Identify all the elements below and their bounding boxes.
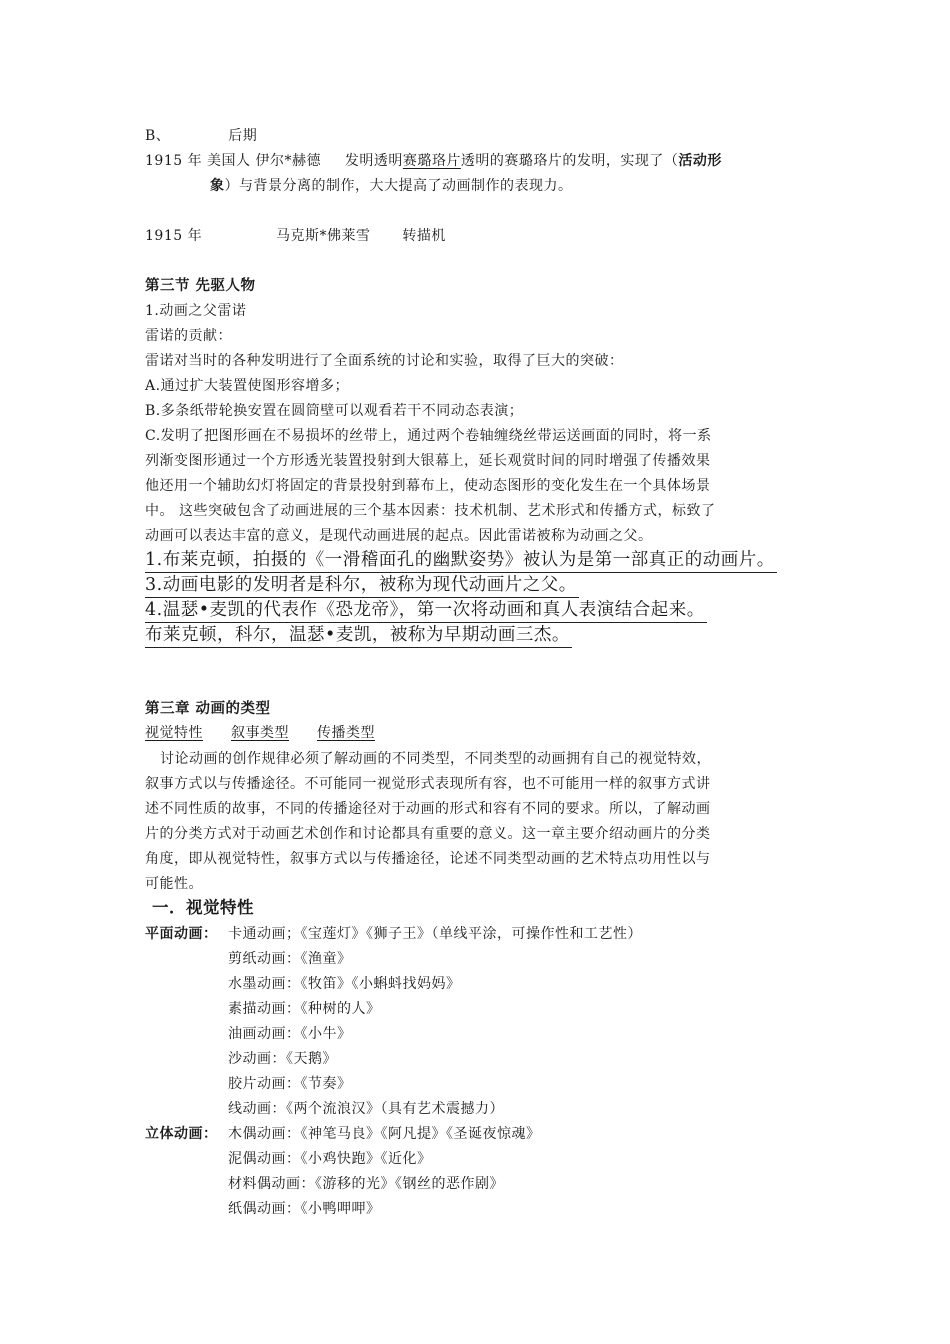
solid-item: 泥偶动画：《小鸡快跑》《近化》	[228, 1151, 432, 1167]
section3-sub1: 1.动画之父雷诺	[145, 303, 247, 319]
flat-item: 线动画：《两个流浪汉》（具有艺术震撼力）	[228, 1101, 504, 1117]
event2-line	[145, 226, 446, 246]
event1-line2	[210, 176, 573, 196]
chapter3-p3: 述不同性质的故事，不同的传播途径对于动画的形式和容有不同的要求。所以，了解动画	[145, 801, 711, 817]
chapter3-p5: 角度，即从视觉特性，叙事方式以与传播途径，论述不同类型动画的艺术特点功用性以与	[145, 851, 711, 867]
chapter3-heading: 第三章 动画的类型	[145, 700, 271, 717]
section3-b: B.多条纸带轮换安置在圆筒壁可以观看若干不同动态表演；	[145, 403, 524, 419]
section3-c4: 中。 这些突破包含了动画进展的三个基本因素：技术机制、艺术形式和传播方式，标致了	[145, 503, 716, 519]
section3-c5: 动画可以表达丰富的意义，是现代动画进展的起点。因此雷诺被称为动画之父。	[145, 528, 653, 544]
section3-c2: 列渐变图形通过一个方形透光装置投射到大银幕上，延长观赏时间的同时增强了传播效果	[145, 453, 711, 469]
pioneer-statement-3: 4.温瑟•麦凯的代表作《恐龙帝》，第一次将动画和真人表演结合起来。	[145, 598, 707, 623]
solid-animation-label: 立体动画：	[145, 1126, 218, 1142]
section3-c1: C.发明了把图形画在不易损坏的丝带上，通过两个卷轴缠绕丝带运送画面的同时，将一系	[145, 428, 712, 444]
flat-item: 卡通动画；《宝莲灯》《狮子王》（单线平涂，可操作性和工艺性）	[228, 926, 642, 942]
event1-bold1: 活动形	[678, 153, 722, 169]
section3-sub2: 雷诺的贡献：	[145, 328, 232, 344]
period-line	[145, 126, 257, 146]
chapter3-p2: 叙事方式以与传播途径。不可能同一视觉形式表现所有容，也不可能用一样的叙事方式讲	[145, 776, 711, 792]
flat-animation-label: 平面动画：	[145, 926, 218, 942]
visual-features-heading: 一．视觉特性	[152, 898, 254, 917]
section3-heading: 第三节 先驱人物	[145, 277, 256, 294]
section3-a: A.通过扩大装置使图形容增多；	[145, 378, 350, 394]
event1-pre: 发明透明	[344, 153, 403, 169]
pioneer-statement-1: 1.布莱克顿，拍摄的《一滑稽面孔的幽默姿势》被认为是第一部真正的动画片。	[145, 548, 777, 573]
period-marker: B、	[145, 128, 171, 144]
flat-item: 素描动画：《种树的人》	[228, 1001, 381, 1017]
flat-item: 油画动画：《小牛》	[228, 1026, 352, 1042]
pioneer-statement-4: 布莱克顿，科尔，温瑟•麦凯，被称为早期动画三杰。	[145, 623, 572, 648]
event1-person: 美国人 伊尔*赫德	[207, 153, 321, 169]
chapter3-types	[145, 723, 375, 743]
event2-person: 马克斯*佛莱雪	[276, 228, 371, 244]
chapter3-p4: 片的分类方式对于动画艺术创作和讨论都具有重要的意义。这一章主要介绍动画片的分类	[145, 826, 711, 842]
section3-p1: 雷诺对当时的各种发明进行了全面系统的讨论和实验，取得了巨大的突破：	[145, 353, 624, 369]
type-distribution: 传播类型	[317, 725, 375, 741]
flat-item: 沙动画：《天鹅》	[228, 1051, 337, 1067]
event1-material: 赛璐珞片	[402, 153, 461, 169]
event1-bold2: 象	[210, 178, 225, 194]
chapter3-p1: 讨论动画的创作规律必须了解动画的不同类型，不同类型的动画拥有自己的视觉特效，	[160, 751, 711, 767]
flat-item: 胶片动画：《节奏》	[228, 1076, 352, 1092]
flat-item: 水墨动画：《牧笛》《小蝌蚪找妈妈》	[228, 976, 461, 992]
event2-invention: 转描机	[402, 228, 446, 244]
solid-item: 纸偶动画：《小鸭呷呷》	[228, 1201, 381, 1217]
flat-item: 剪纸动画：《渔童》	[228, 951, 352, 967]
chapter3-p6: 可能性。	[145, 876, 203, 892]
pioneer-statement-2: 3.动画电影的发明者是科尔，被称为现代动画片之父。	[145, 573, 579, 598]
event1-line1	[145, 151, 722, 171]
event1-post: 透明的赛璐珞片的发明，实现了（	[460, 153, 679, 169]
event2-year: 1915 年	[145, 228, 203, 244]
event1-tail: ）与背景分离的制作，大大提高了动画制作的表现力。	[224, 178, 573, 194]
section3-c3: 他还用一个辅助幻灯将固定的背景投射到幕布上，使动态图形的变化发生在一个具体场景	[145, 478, 711, 494]
solid-item: 木偶动画：《神笔马良》《阿凡提》《圣诞夜惊魂》	[228, 1126, 541, 1142]
solid-item: 材料偶动画：《游移的光》《钢丝的恶作剧》	[228, 1176, 504, 1192]
type-narrative: 叙事类型	[231, 725, 289, 741]
event1-year: 1915 年	[145, 153, 203, 169]
period-label: 后期	[228, 128, 258, 144]
type-visual: 视觉特性	[145, 725, 203, 741]
